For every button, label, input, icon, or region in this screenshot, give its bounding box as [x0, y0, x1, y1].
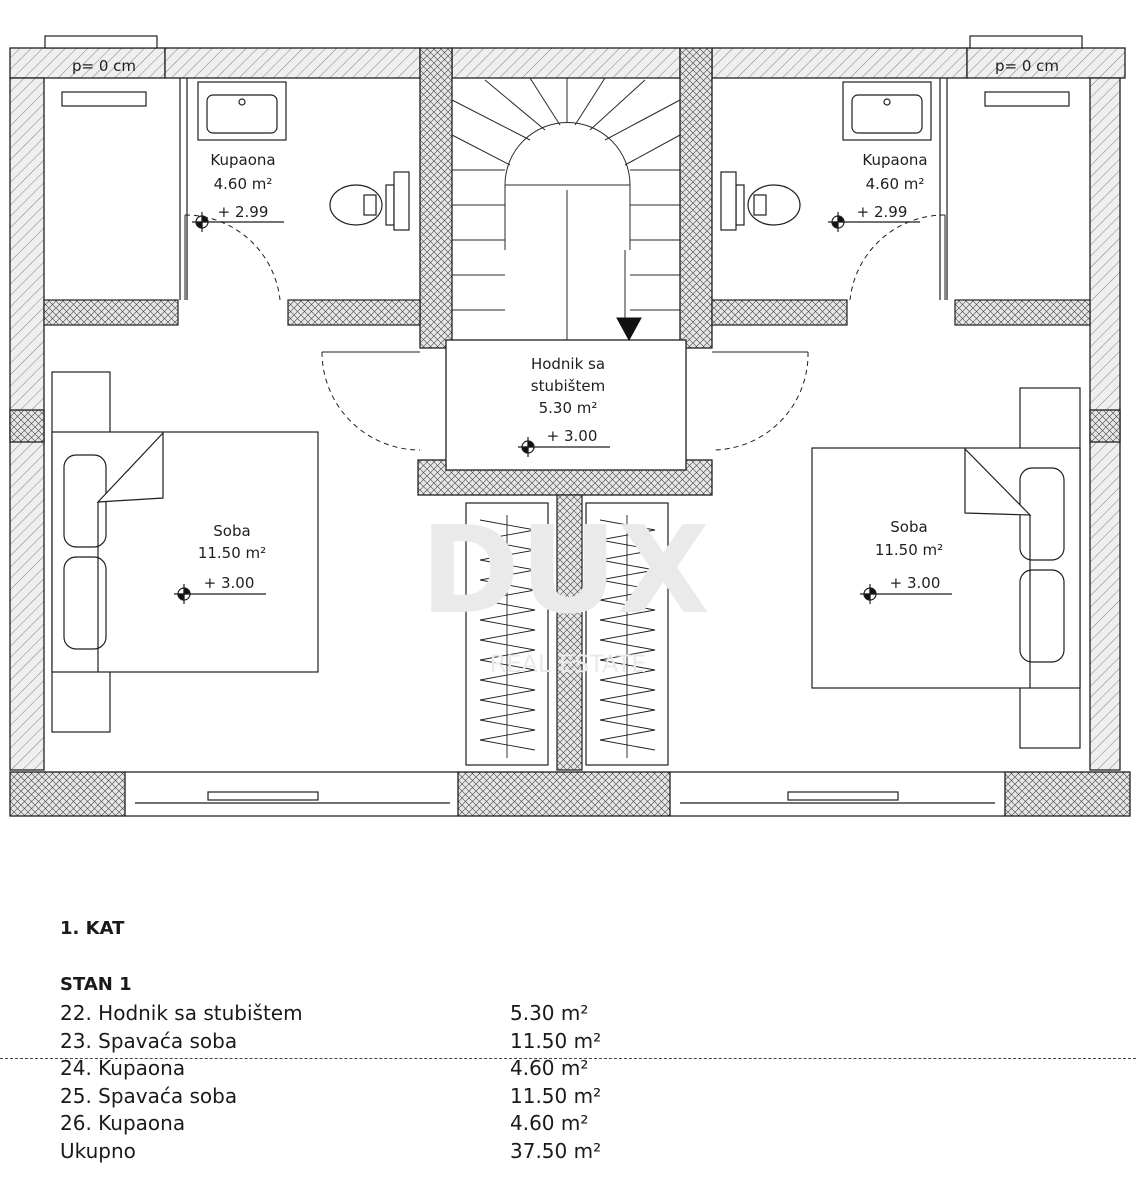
dashed-divider	[0, 1058, 1136, 1059]
area-total-value: 37.50 m²	[510, 1138, 602, 1163]
area-row-value: 11.50 m²	[510, 1028, 602, 1053]
area-total-label: Ukupno	[60, 1138, 136, 1163]
room-right-area: 11.50 m²	[874, 541, 944, 559]
area-row-label: 25. Spavaća soba	[60, 1083, 238, 1108]
unit-title: STAN 1	[60, 974, 132, 995]
area-row	[60, 1000, 1060, 1028]
bath-left-level: + 2.99	[217, 203, 269, 221]
watermark-sub: REAL ESTATE	[489, 650, 647, 678]
area-row	[60, 1083, 1060, 1111]
area-row-value: 4.60 m²	[510, 1111, 589, 1135]
sill-note-right: p= 0 cm	[994, 57, 1060, 75]
left-bed	[52, 372, 318, 732]
top-windows	[45, 36, 1082, 48]
hall-name-line2: stubištem	[530, 377, 606, 395]
area-row-label: 24. Kupaona	[60, 1056, 186, 1080]
sill-note-left: p= 0 cm	[71, 57, 137, 75]
bath-right-name: Kupaona	[862, 151, 928, 169]
hall-area: 5.30 m²	[538, 399, 598, 417]
area-row-value: 5.30 m²	[510, 1001, 589, 1025]
area-row-total	[60, 1138, 1060, 1166]
area-row-value: 11.50 m²	[510, 1083, 602, 1108]
floor-title: 1. KAT	[60, 918, 125, 939]
watermark-brand: DUX	[420, 502, 710, 641]
area-row-label: 23. Spavaća soba	[60, 1028, 238, 1053]
room-right-name: Soba	[890, 518, 928, 536]
bath-right-area: 4.60 m²	[865, 175, 925, 193]
room-left-name: Soba	[213, 522, 251, 540]
area-row	[60, 1110, 1060, 1138]
hall-name-line1: Hodnik sa	[530, 355, 606, 373]
room-left-level: + 3.00	[203, 574, 255, 592]
bath-left-name: Kupaona	[210, 151, 276, 169]
area-row	[60, 1028, 1060, 1056]
room-right-level: + 3.00	[889, 574, 941, 592]
bath-right-level: + 2.99	[856, 203, 908, 221]
hall-level: + 3.00	[546, 427, 598, 445]
area-row-value: 4.60 m²	[510, 1056, 589, 1080]
area-row-label: 22. Hodnik sa stubištem	[60, 1001, 303, 1025]
area-legend	[60, 918, 1060, 1165]
area-row-label: 26. Kupaona	[60, 1111, 186, 1135]
bath-left-area: 4.60 m²	[213, 175, 273, 193]
area-row	[60, 1055, 1060, 1083]
room-left-area: 11.50 m²	[197, 544, 267, 562]
staircase	[452, 78, 680, 340]
area-table	[60, 1000, 1060, 1165]
right-bed	[812, 388, 1080, 748]
